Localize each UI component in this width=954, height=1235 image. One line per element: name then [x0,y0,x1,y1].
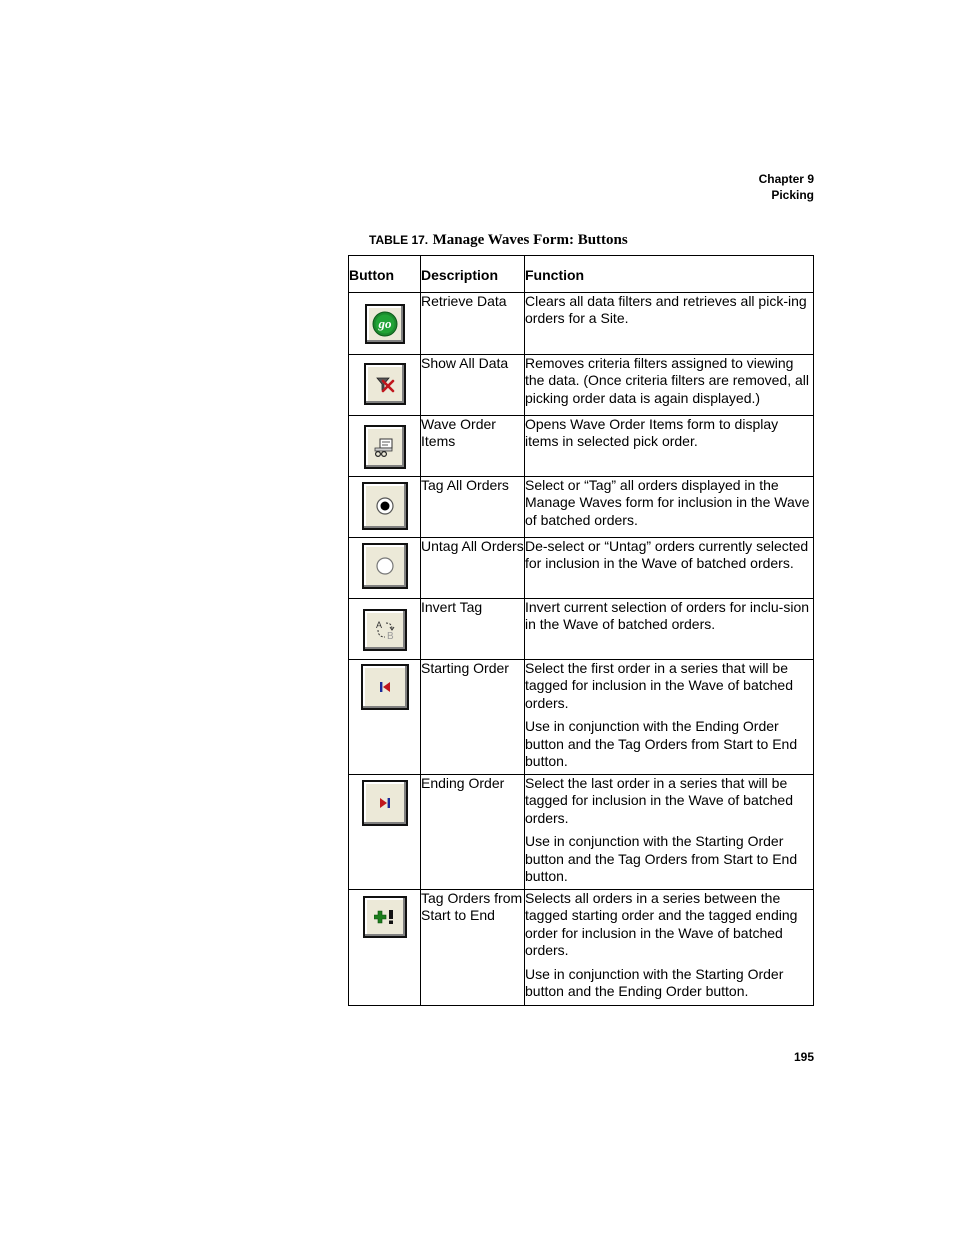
go-icon [372,311,398,337]
table-row [349,775,814,890]
table-row [349,416,814,477]
row-function: Invert current selection of orders for inclu-sion in the Wave of batched orders. [525,599,814,660]
retrieve-data-button[interactable] [365,304,405,344]
column-header-button: Button [349,256,421,293]
untag-all-orders-button[interactable] [362,543,408,589]
row-description: Wave Order Items [421,416,525,477]
wave-order-items-button[interactable] [364,425,406,469]
row-description: Tag Orders from Start to End [421,890,525,1006]
running-header [759,171,814,203]
radio-empty-icon [375,556,395,576]
starting-order-button[interactable] [361,664,409,710]
table-header-row [349,256,814,293]
skip-end-icon [378,796,392,810]
table-caption [369,231,628,249]
tag-all-orders-button[interactable] [362,482,408,530]
skip-start-icon [378,680,392,694]
plus-exclaim-icon [374,909,396,925]
svg-text:B: B [386,631,394,642]
show-all-data-button[interactable] [364,363,406,405]
table-row [349,355,814,416]
row-description: Untag All Orders [421,538,525,599]
row-function: Selects all orders in a series between the tagged starting order and the tagged ending order for inclusion in the Wave of batched orders. Use in conjunction with the Starting Order button and the Ending Order button. [525,890,814,1006]
row-description: Starting Order [421,660,525,775]
filter-remove-icon [374,373,396,395]
chapter-label: Chapter 9 [758,172,814,186]
wave-order-items-icon [373,436,397,458]
invert-ab-icon [373,618,397,642]
table-caption-label: TABLE 17. [369,233,429,247]
page-number: 195 [793,1050,814,1064]
table-row [349,293,814,355]
invert-tag-button[interactable] [363,609,407,651]
column-header-function: Function [525,256,814,293]
tag-orders-start-to-end-button[interactable] [363,896,407,938]
row-function: Opens Wave Order Items form to display items in selected pick order. [525,416,814,477]
row-function: De-select or “Untag” orders currently selected for inclusion in the Wave of batched orders. [525,538,814,599]
column-header-description: Description [421,256,525,293]
table-row [349,477,814,538]
row-description: Invert Tag [421,599,525,660]
table-row [349,538,814,599]
row-description: Tag All Orders [421,477,525,538]
table-caption-title: Manage Waves Form: Buttons [432,232,628,248]
row-function: Clears all data filters and retrieves all pick-ing orders for a Site. [525,293,814,355]
row-description: Show All Data [421,355,525,416]
buttons-table [348,255,814,1006]
table-row [349,599,814,660]
radio-selected-icon [375,496,395,516]
row-description: Ending Order [421,775,525,890]
svg-text:A: A [375,620,382,630]
table-row [349,890,814,1006]
svg-text:go: go [378,316,391,331]
row-function: Removes criteria filters assigned to viewing the data. (Once criteria filters are removed, all picking order data is again displayed.) [525,355,814,416]
section-label: Picking [771,188,814,202]
row-function: Select the last order in a series that will be tagged for inclusion in the Wave of batched orders. Use in conjunction with the Starting Order button and the Tag Orders from Start to End button. [525,775,814,890]
row-description: Retrieve Data [421,293,525,355]
row-function: Select or “Tag” all orders displayed in the Manage Waves form for inclusion in the Wave of batched orders. [525,477,814,538]
table-row [349,660,814,775]
row-function: Select the first order in a series that will be tagged for inclusion in the Wave of batched orders. Use in conjunction with the Ending Order button and the Tag Orders from Start to End button. [525,660,814,775]
ending-order-button[interactable] [362,780,408,826]
